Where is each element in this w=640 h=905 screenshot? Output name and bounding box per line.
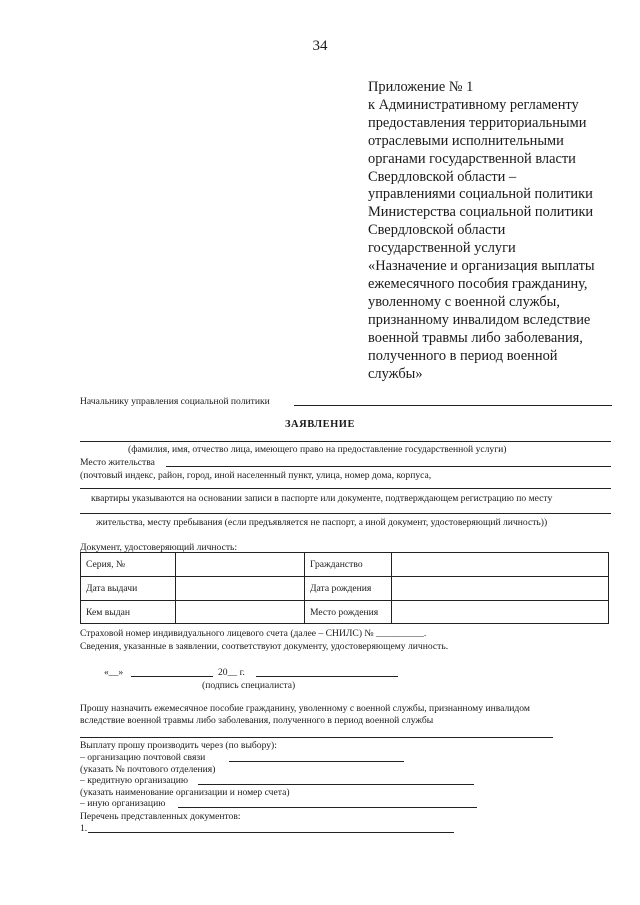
other-org-field[interactable]: [178, 807, 477, 808]
option-credit: – кредитную организацию: [80, 775, 189, 786]
documents-label: Перечень представленных документов:: [80, 811, 241, 822]
appendix-line: уволенному с военной службы,: [368, 293, 560, 310]
request-line-1: Прошу назначить ежемесячное пособие гражданину, уволенному с военной службы, признанному инвалидом: [80, 703, 530, 714]
appendix-line: Приложение № 1: [368, 79, 474, 95]
date-year: 20__ г.: [218, 667, 245, 678]
appendix-line: к Административному регламенту: [368, 96, 579, 113]
birth-place-field[interactable]: [392, 601, 609, 624]
post-office-field[interactable]: [229, 761, 404, 762]
fio-field[interactable]: [80, 441, 611, 442]
residence-hint-3: жительства, месту пребывания (если предъявляется не паспорт, а иной документ, удостоверяющий личность)): [96, 517, 548, 528]
appendix-line: полученного в период военной: [368, 347, 558, 364]
signature-hint: (подпись специалиста): [202, 680, 296, 691]
residence-label: Место жительства: [80, 457, 155, 468]
appendix-line: признанному инвалидом вследствие: [368, 311, 591, 328]
citizenship-field[interactable]: [392, 553, 609, 577]
issue-date-field[interactable]: [176, 577, 305, 601]
signature-field[interactable]: [256, 676, 398, 677]
date-month-field[interactable]: [131, 676, 213, 677]
appendix-line: ежемесячного пособия гражданину,: [368, 275, 588, 292]
page-number: 34: [312, 38, 328, 54]
appendix-line: военной травмы либо заболевания,: [368, 329, 583, 346]
series-field[interactable]: [176, 553, 305, 577]
verified-statement: Сведения, указанные в заявлении, соответствуют документу, удостоверяющему личность.: [80, 641, 449, 652]
birth-date-field[interactable]: [392, 577, 609, 601]
appendix-line: управлениями социальной политики: [368, 186, 593, 203]
form-title: ЗАЯВЛЕНИЕ: [285, 419, 355, 430]
appendix-line: отраслевыми исполнительными: [368, 132, 564, 149]
id-document-table: [80, 552, 609, 624]
appendix-line: «Назначение и организация выплаты: [368, 258, 595, 275]
issued-by-field[interactable]: [176, 601, 305, 624]
fio-hint: (фамилия, имя, отчество лица, имеющего право на предоставление государственной услуги): [128, 444, 507, 455]
birth-date-label: Дата рождения: [305, 577, 392, 601]
appendix-line: органами государственной власти: [368, 150, 576, 167]
residence-field-2[interactable]: [80, 488, 611, 489]
date-day: «__»: [104, 667, 124, 678]
appendix-line: Министерства социальной политики: [368, 204, 594, 221]
series-label: Серия, №: [81, 553, 176, 577]
appendix-line: предоставления территориальными: [368, 114, 587, 131]
addressee-label: Начальнику управления социальной политики: [80, 396, 270, 407]
appendix-line: службы»: [368, 365, 423, 382]
residence-field[interactable]: [166, 466, 611, 467]
option-credit-hint: (указать наименование организации и номер счета): [80, 787, 290, 798]
appendix-line: государственной услуги: [368, 240, 516, 257]
appendix-heading: [368, 79, 608, 383]
payment-label: Выплату прошу производить через (по выбору):: [80, 740, 277, 751]
option-other: – иную организацию: [80, 798, 166, 809]
issued-by-label: Кем выдан: [81, 601, 176, 624]
appendix-line: Свердловской области –: [368, 168, 517, 185]
id-doc-label: Документ, удостоверяющий личность:: [80, 542, 238, 553]
credit-org-field[interactable]: [198, 784, 474, 785]
request-field[interactable]: [80, 737, 553, 738]
documents-item-number: 1.: [80, 823, 88, 834]
documents-item-field[interactable]: [88, 832, 454, 833]
residence-field-3[interactable]: [80, 513, 611, 514]
residence-hint: (почтовый индекс, район, город, иной населенный пункт, улица, номер дома, корпуса,: [80, 470, 432, 481]
request-line-2: вследствие военной травмы либо заболевания, полученного в период военной службы: [80, 715, 434, 726]
appendix-line: Свердловской области: [368, 222, 506, 239]
residence-hint-2: квартиры указываются на основании записи в паспорте или документе, подтверждающем регистрацию по месту: [91, 493, 553, 504]
addressee-field[interactable]: [294, 405, 612, 406]
option-post: – организацию почтовой связи: [80, 752, 206, 763]
birth-place-label: Место рождения: [305, 601, 392, 624]
snils-line: Страховой номер индивидуального лицевого счета (далее – СНИЛС) № __________.: [80, 628, 427, 639]
option-post-hint: (указать № почтового отделения): [80, 764, 216, 775]
citizenship-label: Гражданство: [305, 553, 392, 577]
issue-date-label: Дата выдачи: [81, 577, 176, 601]
